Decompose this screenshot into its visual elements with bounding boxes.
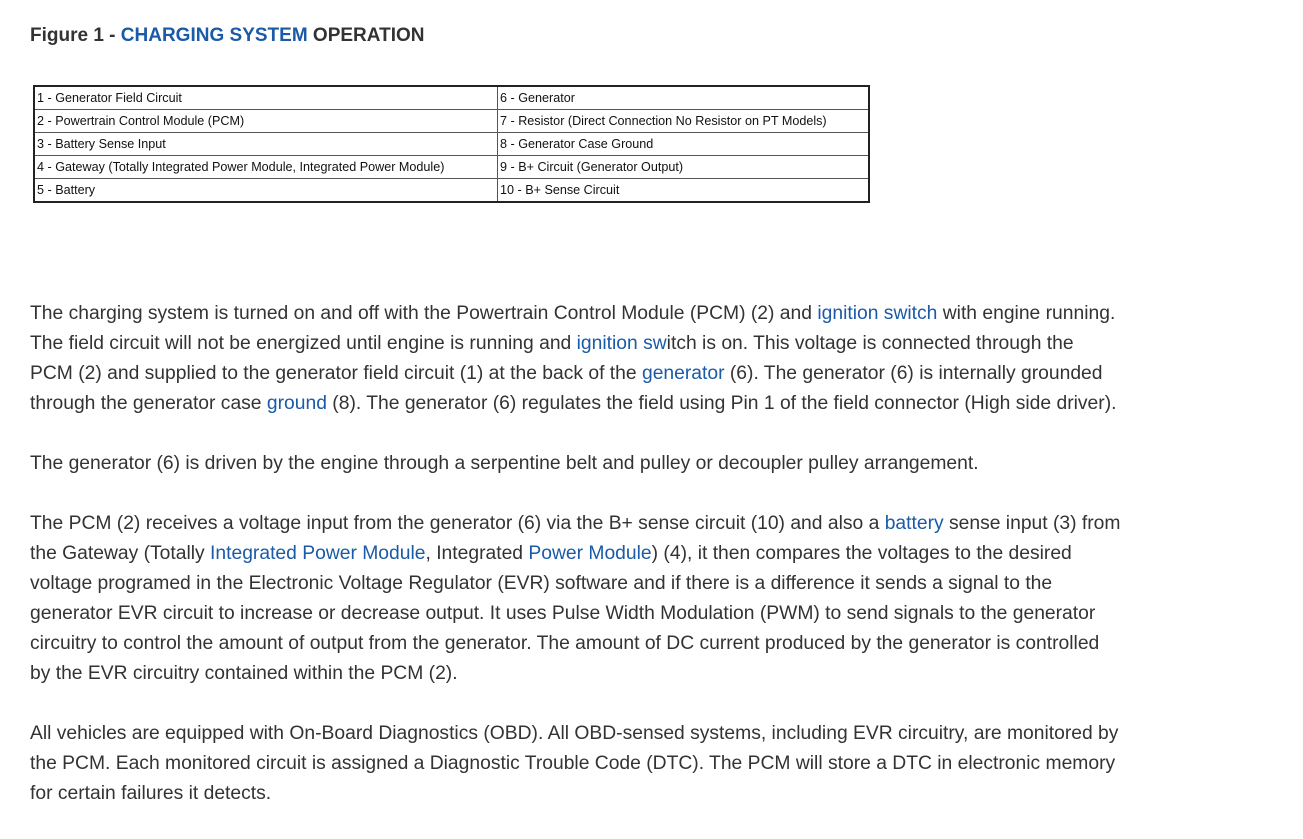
text-segment: All vehicles are equipped with On-Board Diagnostics (OBD). All OBD-sensed systems, including EVR circuitry, are monitored by bbox=[30, 723, 1119, 744]
legend-cell: 6 - Generator bbox=[498, 86, 870, 110]
text-segment: generator EVR circuit to increase or decrease output. It uses Pulse Width Modulation (PWM) to send signals to the generator bbox=[30, 603, 1096, 624]
legend-cell: 1 - Generator Field Circuit bbox=[34, 86, 498, 110]
text-line bbox=[30, 299, 1120, 329]
text-line bbox=[30, 629, 1120, 659]
glossary-link[interactable]: Power Module bbox=[528, 543, 652, 564]
legend-cell: 2 - Powertrain Control Module (PCM) bbox=[34, 110, 498, 133]
text-segment: (8). The generator (6) regulates the field using Pin 1 of the field connector (High side driver). bbox=[326, 393, 1117, 414]
legend-cell: 3 - Battery Sense Input bbox=[34, 133, 498, 156]
description-text bbox=[30, 299, 1120, 839]
text-line bbox=[30, 539, 1120, 569]
figure-title-prefix: Figure 1 - bbox=[30, 25, 121, 46]
text-segment: ) (4), it then compares the voltages to the desired bbox=[651, 543, 1072, 564]
text-segment: with engine running. bbox=[937, 303, 1116, 324]
text-line bbox=[30, 569, 1120, 599]
legend-cell: 10 - B+ Sense Circuit bbox=[498, 179, 870, 203]
legend-row bbox=[34, 156, 869, 179]
text-line bbox=[30, 359, 1120, 389]
text-line bbox=[30, 659, 1120, 689]
text-segment: voltage programed in the Electronic Voltage Regulator (EVR) software and if there is a difference it sends a signal to the bbox=[30, 573, 1053, 594]
text-segment: circuitry to control the amount of output from the generator. The amount of DC current produced by the generator is controlled bbox=[30, 633, 1100, 654]
text-segment: sense input (3) from bbox=[943, 513, 1121, 534]
text-line bbox=[30, 329, 1120, 359]
text-segment: for certain failures it detects. bbox=[30, 783, 272, 804]
text-segment: through the generator case bbox=[30, 393, 267, 414]
text-segment: itch is on. This voltage is connected through the bbox=[666, 333, 1074, 354]
text-segment: The charging system is turned on and off with the Powertrain Control Module (PCM) (2) and bbox=[30, 303, 818, 324]
legend-cell: 9 - B+ Circuit (Generator Output) bbox=[498, 156, 870, 179]
text-segment: by the EVR circuitry contained within the PCM (2). bbox=[30, 663, 458, 684]
glossary-link[interactable]: Integrated Power Module bbox=[210, 543, 426, 564]
legend-row bbox=[34, 133, 869, 156]
figure-title bbox=[30, 25, 424, 47]
glossary-link[interactable]: generator bbox=[641, 363, 725, 384]
legend-cell: 8 - Generator Case Ground bbox=[498, 133, 870, 156]
glossary-link[interactable]: battery bbox=[884, 513, 944, 534]
text-line bbox=[30, 389, 1120, 419]
paragraph bbox=[30, 719, 1120, 809]
text-segment: PCM (2) and supplied to the generator field circuit (1) at the back of the bbox=[30, 363, 642, 384]
paragraph bbox=[30, 299, 1120, 419]
legend-cell: 5 - Battery bbox=[34, 179, 498, 203]
text-line bbox=[30, 749, 1120, 779]
glossary-link[interactable]: ignition sw bbox=[576, 333, 667, 354]
text-segment: The PCM (2) receives a voltage input from the generator (6) via the B+ sense circuit (10) and also a bbox=[30, 513, 885, 534]
legend-row bbox=[34, 110, 869, 133]
text-line bbox=[30, 599, 1120, 629]
legend-row bbox=[34, 179, 869, 203]
paragraph bbox=[30, 449, 1120, 479]
paragraph bbox=[30, 509, 1120, 689]
legend-cell: 4 - Gateway (Totally Integrated Power Module, Integrated Power Module) bbox=[34, 156, 498, 179]
glossary-link[interactable]: ignition switch bbox=[817, 303, 938, 324]
figure-title-link[interactable]: CHARGING SYSTEM bbox=[120, 25, 308, 46]
text-line bbox=[30, 449, 1120, 479]
legend-cell: 7 - Resistor (Direct Connection No Resistor on PT Models) bbox=[498, 110, 870, 133]
text-line bbox=[30, 509, 1120, 539]
text-segment: , Integrated bbox=[425, 543, 529, 564]
text-line bbox=[30, 779, 1120, 809]
text-segment: the Gateway (Totally bbox=[30, 543, 211, 564]
text-segment: The field circuit will not be energized until engine is running and bbox=[30, 333, 577, 354]
glossary-link[interactable]: ground bbox=[266, 393, 327, 414]
figure-legend-table bbox=[33, 85, 870, 203]
figure-title-suffix: OPERATION bbox=[307, 25, 425, 46]
legend-row bbox=[34, 86, 869, 110]
text-segment: The generator (6) is driven by the engine through a serpentine belt and pulley or decoupler pulley arrangement. bbox=[30, 453, 979, 474]
text-line bbox=[30, 719, 1120, 749]
text-segment: (6). The generator (6) is internally grounded bbox=[724, 363, 1103, 384]
text-segment: the PCM. Each monitored circuit is assigned a Diagnostic Trouble Code (DTC). The PCM will store a DTC in electronic memory bbox=[30, 753, 1116, 774]
